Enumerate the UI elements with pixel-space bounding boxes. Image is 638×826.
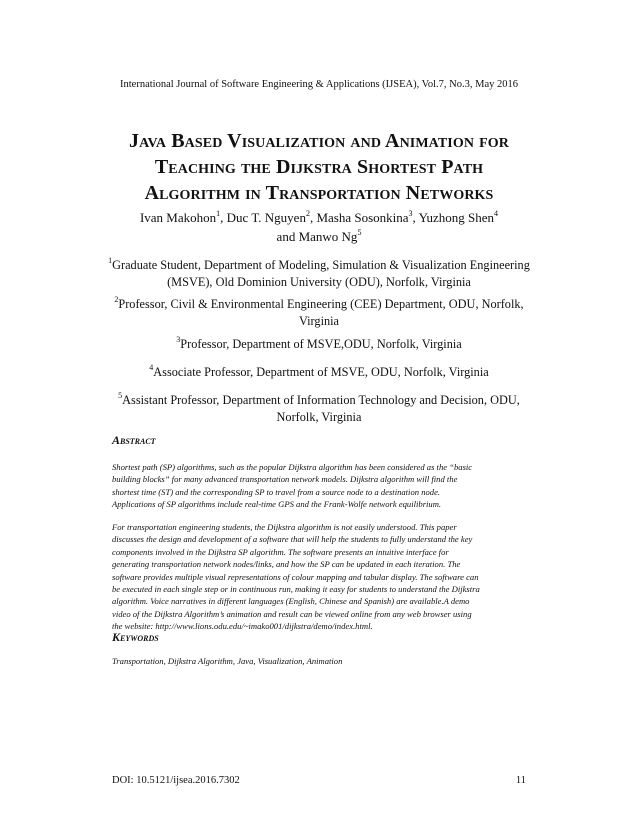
text-line: the website: http://www.lions.odu.edu/~imako001/dijkstra/demo/index.html.: [112, 621, 373, 632]
doi-footer: DOI: 10.5121/ijsea.2016.7302: [112, 775, 240, 786]
abstract-paragraph-1: [112, 461, 526, 511]
author-sup: 4: [494, 208, 499, 218]
affiliation-sup: 4: [149, 362, 154, 372]
affiliation-text: Associate Professor, Department of MSVE, ODU, Norfolk, Virginia: [153, 365, 489, 379]
abstract-paragraph-2: [112, 521, 526, 633]
text-line: discusses the design and development of a software that will help the students to fully understand the key: [112, 534, 473, 545]
affiliation-sup: 5: [118, 390, 123, 400]
affiliation-text: Assistant Professor, Department of Information Technology and Decision, ODU,: [122, 393, 520, 407]
author-name: , Duc T. Nguyen: [220, 210, 306, 225]
keywords-heading: Keywords: [112, 630, 159, 644]
text-line: be executed in each single step or in continuous run, making it easy for students to understand the Dijkstra: [112, 584, 480, 595]
text-line: generating transportation network nodes/links, and how the SP can be updated in each iteration. The: [112, 559, 461, 570]
author-name: , Yuzhong Shen: [412, 210, 495, 225]
text-line: video of the Dijkstra Algorithm’s animation and result can be viewed online from any web browser using: [112, 608, 472, 619]
text-line: components involved in the Dijkstra SP algorithm. The software presents an intuitive interface for: [112, 546, 449, 557]
author-name: and Manwo Ng: [276, 229, 358, 244]
abstract-heading: Abstract: [112, 433, 156, 447]
author-line-2: [80, 227, 558, 246]
author-name: , Masha Sosonkina: [309, 210, 409, 225]
text-line: software provides multiple visual representations of colour mapping and tabular display. The software can: [112, 571, 479, 582]
text-line: shortest time (ST) and the corresponding SP to travel from a source node to a destination node.: [112, 486, 441, 497]
affiliation-text: (MSVE), Old Dominion University (ODU), Norfolk, Virginia: [167, 275, 471, 289]
author-line-1: [80, 208, 558, 227]
author-sup: 1: [216, 208, 221, 218]
title-line-1: Java Based Visualization and Animation for: [129, 130, 509, 152]
affiliation-3: [100, 336, 538, 353]
title-line-2: Teaching the Dijkstra Shortest Path: [154, 156, 484, 178]
affiliation-text: Norfolk, Virginia: [276, 410, 362, 424]
affiliation-text: Professor, Civil & Environmental Engineering (CEE) Department, ODU, Norfolk,: [118, 297, 524, 311]
page-number: 11: [515, 775, 526, 786]
affiliation-text: Virginia: [298, 314, 340, 328]
affiliation-5: [100, 392, 538, 426]
text-line: Transportation, Dijkstra Algorithm, Java, Visualization, Animation: [112, 656, 343, 666]
journal-header: International Journal of Software Engineering & Applications (IJSEA), Vol.7, No.3, May 2016: [120, 79, 518, 90]
title-line-3: Algorithm in Transportation Networks: [144, 182, 494, 204]
keywords-text: [112, 655, 526, 667]
text-line: For transportation engineering students, the Dijkstra algorithm is not easily understood. This paper: [112, 522, 457, 532]
text-line: Shortest path (SP) algorithms, such as the popular Dijkstra algorithm has been considered as the “basic: [112, 462, 473, 472]
affiliation-sup: 2: [114, 294, 119, 304]
author-list: [80, 208, 558, 246]
text-line: Applications of SP algorithms include real-time GPS and the Frank-Wolfe network equilibrium.: [112, 499, 442, 510]
author-sup: 3: [408, 208, 413, 218]
affiliation-text: Graduate Student, Department of Modeling, Simulation & Visualization Engineering: [112, 258, 530, 272]
affiliation-4: [100, 364, 538, 381]
author-sup: 2: [305, 208, 310, 218]
author-name: Ivan Makohon: [139, 210, 217, 225]
affiliation-sup: 1: [108, 255, 113, 265]
text-line: algorithm. Voice narratives in different languages (English, Chinese and Spanish) are available.A demo: [112, 596, 470, 607]
affiliation-text: Professor, Department of MSVE,ODU, Norfolk, Virginia: [180, 337, 462, 351]
author-sup: 5: [357, 227, 362, 237]
affiliation-2: [100, 296, 538, 330]
affiliation-1: [100, 257, 538, 291]
paper-title: [60, 128, 578, 206]
text-line: building blocks” for many advanced transportation network models. Dijkstra algorithm will find the: [112, 474, 458, 485]
affiliation-sup: 3: [176, 334, 181, 344]
